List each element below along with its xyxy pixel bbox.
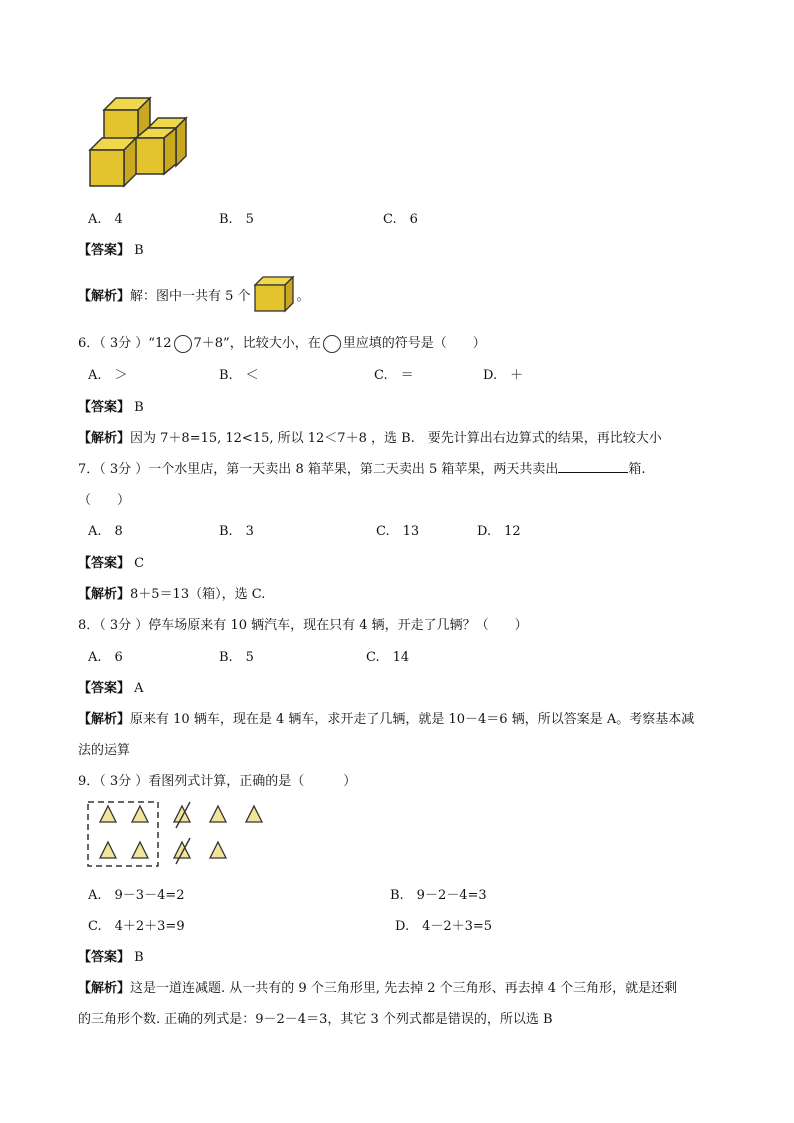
analysis-text: 因为 7＋8=15, 12<15, 所以 12＜7＋8 ，选 B. 要先计算出右边算式的结果，再比较大小 bbox=[130, 431, 662, 446]
analysis-text: 这是一道连减题. 从一共有的 9 个三角形里, 先去掉 2 个三角形、再去掉 4 个三角形，就是还剩 bbox=[130, 981, 678, 996]
q7-option-b: B. 3 bbox=[219, 524, 254, 539]
answer-label: 【答案】 bbox=[78, 950, 131, 965]
q6-option-d: D. ＋ bbox=[483, 368, 524, 383]
analysis-label: 【解析】 bbox=[78, 431, 131, 446]
q5-answer bbox=[78, 239, 144, 258]
blank-circle-icon bbox=[174, 335, 192, 353]
q7-paren: （ ） bbox=[78, 493, 131, 508]
q7-option-c: C. 13 bbox=[376, 524, 420, 539]
answer-value: B bbox=[134, 400, 144, 415]
q9-option-b: B. 9－2－4=3 bbox=[390, 888, 487, 903]
q9-option-a: A. 9－3－4=2 bbox=[88, 888, 185, 903]
triangle-figure bbox=[82, 798, 282, 874]
analysis-text: 解：图中一共有 5 个 bbox=[130, 288, 251, 304]
q9-option-c: C. 4＋2＋3=9 bbox=[88, 919, 185, 934]
q6-stem bbox=[78, 332, 486, 353]
q6-option-c: C. ＝ bbox=[374, 368, 414, 383]
answer-label: 【答案】 bbox=[78, 681, 131, 696]
analysis-text: 原来有 10 辆车，现在是 4 辆车，求开走了几辆，就是 10－4＝6 辆，所以答案是 A。考察基本减 bbox=[130, 712, 695, 727]
q9-option-d: D. 4－2＋3=5 bbox=[395, 919, 493, 934]
q8-option-b: B. 5 bbox=[219, 650, 254, 665]
q6-stem-part-1: 6．（ 3分 ）“12 bbox=[78, 336, 172, 351]
cube-icon bbox=[253, 275, 295, 313]
answer-blank bbox=[558, 460, 628, 473]
q6-analysis bbox=[78, 427, 662, 446]
q8-option-c: C. 14 bbox=[366, 650, 410, 665]
q6-stem-part-2: 7＋8”，比较大小，在 bbox=[193, 336, 321, 351]
blank-circle-icon bbox=[323, 335, 341, 353]
q9-analysis-line-2: 的三角形个数. 正确的列式是：9－2－4＝3，其它 3 个列式都是错误的，所以选 B bbox=[78, 1012, 553, 1027]
q5-option-b: B. 5 bbox=[219, 212, 254, 227]
answer-label: 【答案】 bbox=[78, 556, 131, 571]
cube-stack-figure bbox=[86, 92, 190, 190]
q8-answer bbox=[78, 677, 144, 696]
analysis-label: 【解析】 bbox=[78, 712, 131, 727]
q8-option-a: A. 6 bbox=[88, 650, 123, 665]
q5-option-c: C. 6 bbox=[383, 212, 418, 227]
q6-option-a: A. ＞ bbox=[88, 368, 128, 383]
q5-analysis bbox=[78, 276, 310, 312]
answer-value: B bbox=[134, 950, 144, 965]
q9-stem: 9．（ 3分 ）看图列式计算，正确的是（ ） bbox=[78, 774, 357, 789]
q6-stem-part-3: 里应填的符号是（ ） bbox=[342, 336, 486, 351]
q7-option-d: D. 12 bbox=[477, 524, 521, 539]
analysis-label: 【解析】 bbox=[78, 288, 131, 304]
q5-option-a: A. 4 bbox=[88, 212, 123, 227]
q8-analysis-line-2: 法的运算 bbox=[78, 743, 131, 758]
q7-answer bbox=[78, 552, 144, 571]
analysis-label: 【解析】 bbox=[78, 587, 131, 602]
answer-value: A bbox=[134, 681, 144, 696]
answer-label: 【答案】 bbox=[78, 400, 131, 415]
q6-answer bbox=[78, 396, 144, 415]
q7-stem-end: 箱. bbox=[628, 462, 646, 477]
answer-value: C bbox=[134, 556, 145, 571]
q7-option-a: A. 8 bbox=[88, 524, 123, 539]
answer-label: 【答案】 bbox=[78, 243, 131, 258]
analysis-text: 8＋5＝13（箱），选 C. bbox=[130, 587, 266, 602]
q7-analysis bbox=[78, 583, 265, 602]
q9-analysis-line-1 bbox=[78, 977, 677, 996]
analysis-label: 【解析】 bbox=[78, 981, 131, 996]
q8-analysis-line-1 bbox=[78, 708, 694, 727]
q7-stem bbox=[78, 458, 646, 477]
q6-option-b: B. ＜ bbox=[219, 368, 259, 383]
q9-answer bbox=[78, 946, 144, 965]
answer-value: B bbox=[134, 243, 144, 258]
analysis-text-end: 。 bbox=[296, 288, 310, 304]
q7-stem-text: 7．（ 3分 ）一个水里店，第一天卖出 8 箱苹果，第二天卖出 5 箱苹果，两天共卖出 bbox=[78, 462, 559, 477]
q8-stem: 8．（ 3分 ）停车场原来有 10 辆汽车，现在只有 4 辆，开走了几辆？（ ） bbox=[78, 618, 528, 633]
